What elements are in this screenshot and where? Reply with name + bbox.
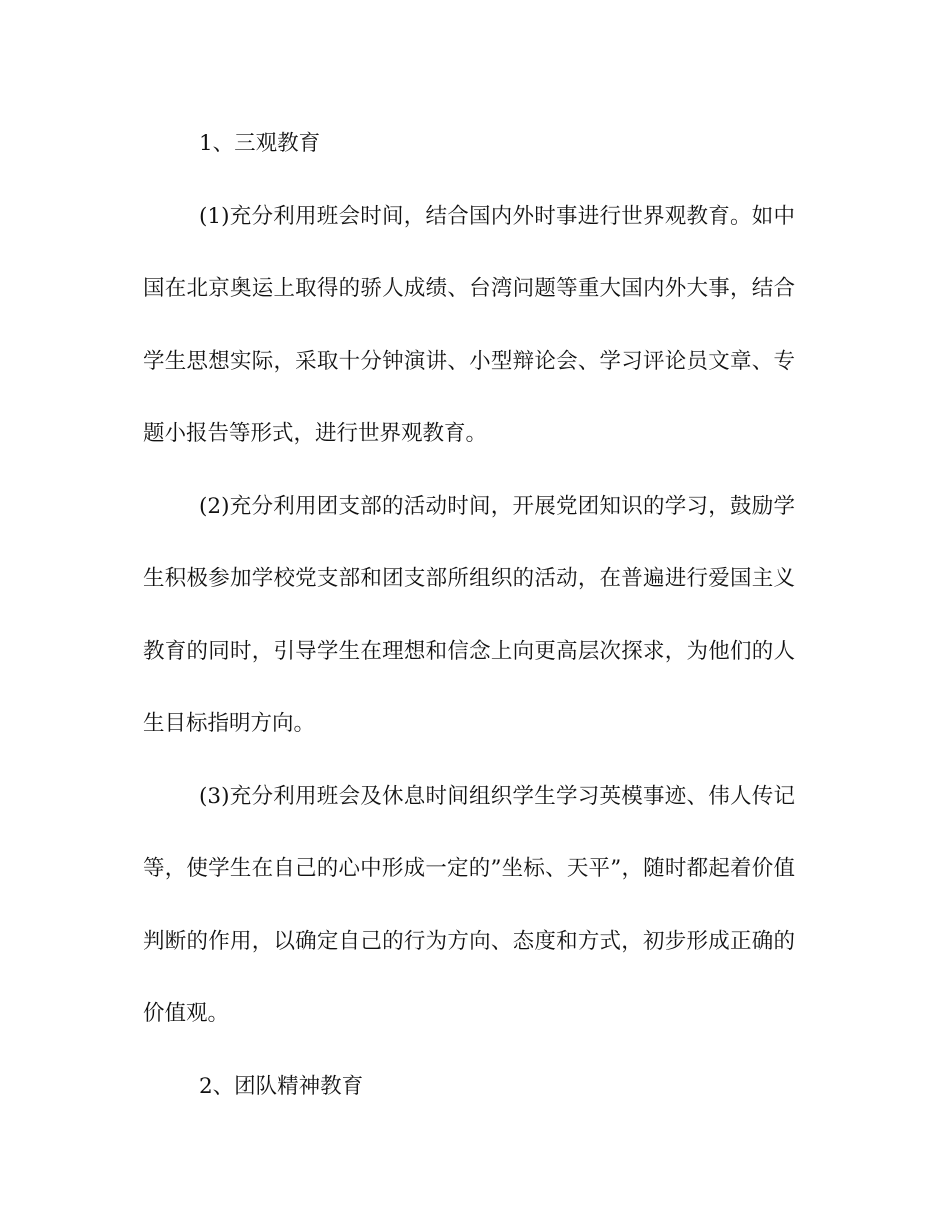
paragraph-3-line-1: (3)充分利用班会及休息时间组织学生学习英模事迹、伟人传记: [199, 783, 795, 809]
paragraph-2-line-3: 教育的同时，引导学生在理想和信念上向更高层次探求，为他们的人: [143, 638, 795, 664]
paragraph-3-line-4: 价值观。: [143, 1001, 230, 1026]
paragraph-3-line-3: 判断的作用，以确定自己的行为方向、态度和方式，初步形成正确的: [143, 928, 795, 954]
section-heading-2: 2、团队精神教育: [199, 1073, 364, 1099]
paragraph-2-line-4: 生目标指明方向。: [143, 711, 316, 736]
paragraph-1-line-1: (1)充分利用班会时间，结合国内外时事进行世界观教育。如中: [199, 203, 795, 229]
paragraph-1-line-2: 国在北京奥运上取得的骄人成绩、台湾问题等重大国内外大事，结合: [143, 276, 795, 301]
section-heading-1: 1、三观教育: [199, 131, 321, 156]
paragraph-1-line-4: 题小报告等形式，进行世界观教育。: [143, 421, 488, 446]
document-body: [143, 108, 795, 1123]
paragraph-2-line-2: 生积极参加学校党支部和团支部所组织的活动，在普遍进行爱国主义: [143, 566, 795, 591]
paragraph-2-line-1: (2)充分利用团支部的活动时间，开展党团知识的学习，鼓励学: [199, 493, 795, 519]
paragraph-3-line-2: 等，使学生在自己的心中形成一定的”坐标、天平”，随时都起着价值: [143, 856, 795, 881]
paragraph-1-line-3: 学生思想实际，采取十分钟演讲、小型辩论会、学习评论员文章、专: [143, 348, 795, 374]
